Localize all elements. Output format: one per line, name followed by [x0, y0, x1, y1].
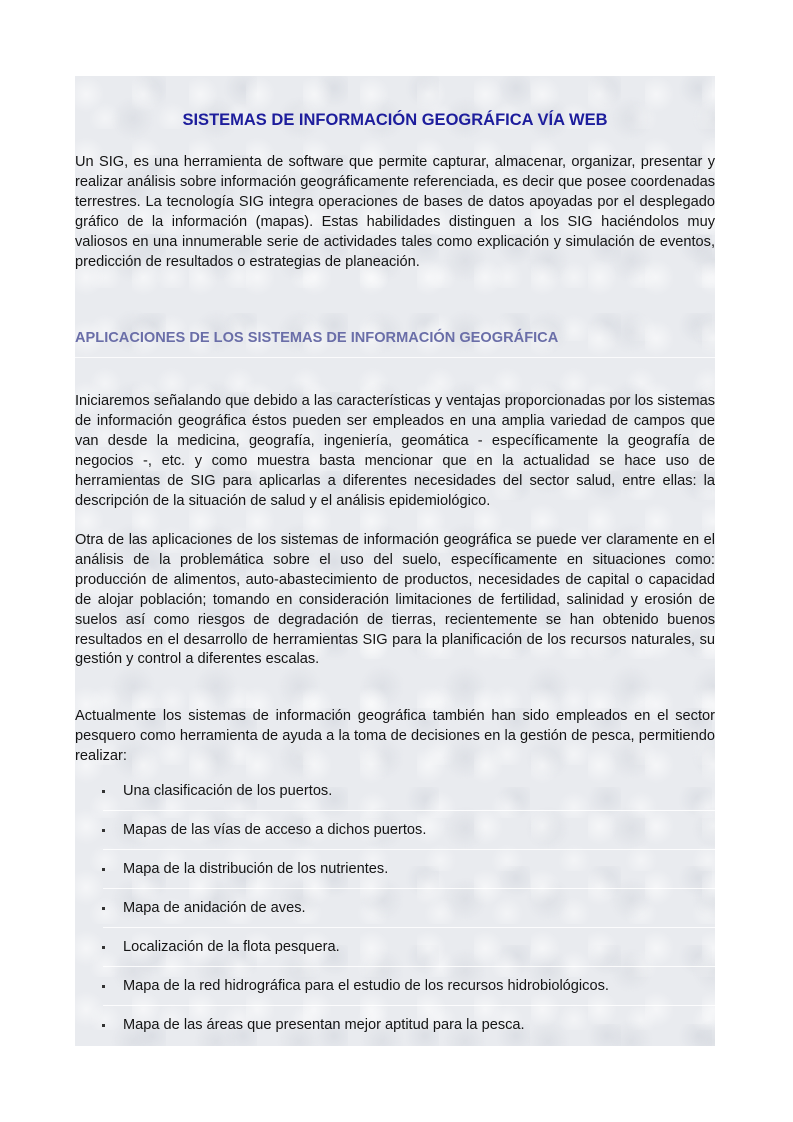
- list-item: Localización de la flota pesquera.: [75, 938, 715, 977]
- bullet-icon: [102, 790, 105, 793]
- list-item: Una clasificación de los puertos.: [75, 782, 715, 821]
- list-item: Mapa de la red hidrográfica para el estudio de los recursos hidrobiológicos.: [75, 977, 715, 1016]
- section-divider: [75, 357, 715, 358]
- bullet-icon: [102, 907, 105, 910]
- page-title: SISTEMAS DE INFORMACIÓN GEOGRÁFICA VÍA WEB: [182, 111, 608, 129]
- intro-paragraph: Un SIG, es una herramienta de software que permite capturar, almacenar, organizar, presentar y realizar análisis sobre información geográficamente referenciada, es decir que posee coordenadas terrestres. La tecnología SIG integra operaciones de bases de datos apoyadas por el desplegado gráfico de la información (mapas). Estas habilidades distinguen a los SIG haciéndolos muy valiosos en una innumerable serie de actividades tales como explicación y simulación de eventos, predicción de resultados o estrategias de planeación.: [75, 154, 715, 270]
- paragraph-1: Iniciaremos señalando que debido a las características y ventajas proporcionadas por los sistemas de información geográfica éstos pueden ser empleados en una amplia variedad de campos que van desde la medicina, geografía, ingeniería, geomática - específicamente la geografía de negocios -, etc. y como muestra basta mencionar que en la actualidad se hace uso de herramientas de SIG para aplicarlas a diferentes necesidades del sector salud, entre ellas: la descripción de la situación de salud y el análisis epidemiológico.: [75, 393, 715, 509]
- bullet-icon: [102, 946, 105, 949]
- list-item: Mapas de las vías de acceso a dichos puertos.: [75, 821, 715, 860]
- paragraph-3: Actualmente los sistemas de información geográfica también han sido empleados en el sector pesquero como herramienta de ayuda a la toma de decisiones en la gestión de pesca, permitiendo realizar:: [75, 708, 715, 764]
- section-heading: APLICACIONES DE LOS SISTEMAS DE INFORMACIÓN GEOGRÁFICA: [75, 330, 559, 346]
- list-item: Mapa de las áreas que presentan mejor aptitud para la pesca.: [75, 1016, 715, 1055]
- paragraph-2: Otra de las aplicaciones de los sistemas de información geográfica se puede ver claramente en el análisis de la problemática sobre el uso del suelo, específicamente en situaciones como: producción de alimentos, auto-abastecimiento de productos, necesidades de capital o capacidad de alojar población; tomando en consideración limitaciones de fertilidad, salinidad y erosión de suelos así como riesgos de degradación de tierras, recientemente se han obtenido buenos resultados en el desarrollo de herramientas SIG para la planificación de los recursos naturales, su gestión y control a diferentes escalas.: [75, 532, 715, 668]
- applications-list: [75, 782, 715, 1055]
- list-item: Mapa de la distribución de los nutrientes.: [75, 860, 715, 899]
- document-panel: [75, 76, 715, 1046]
- bullet-icon: [102, 985, 105, 988]
- list-item: Mapa de anidación de aves.: [75, 899, 715, 938]
- bullet-icon: [102, 868, 105, 871]
- bullet-icon: [102, 829, 105, 832]
- bullet-icon: [102, 1024, 105, 1027]
